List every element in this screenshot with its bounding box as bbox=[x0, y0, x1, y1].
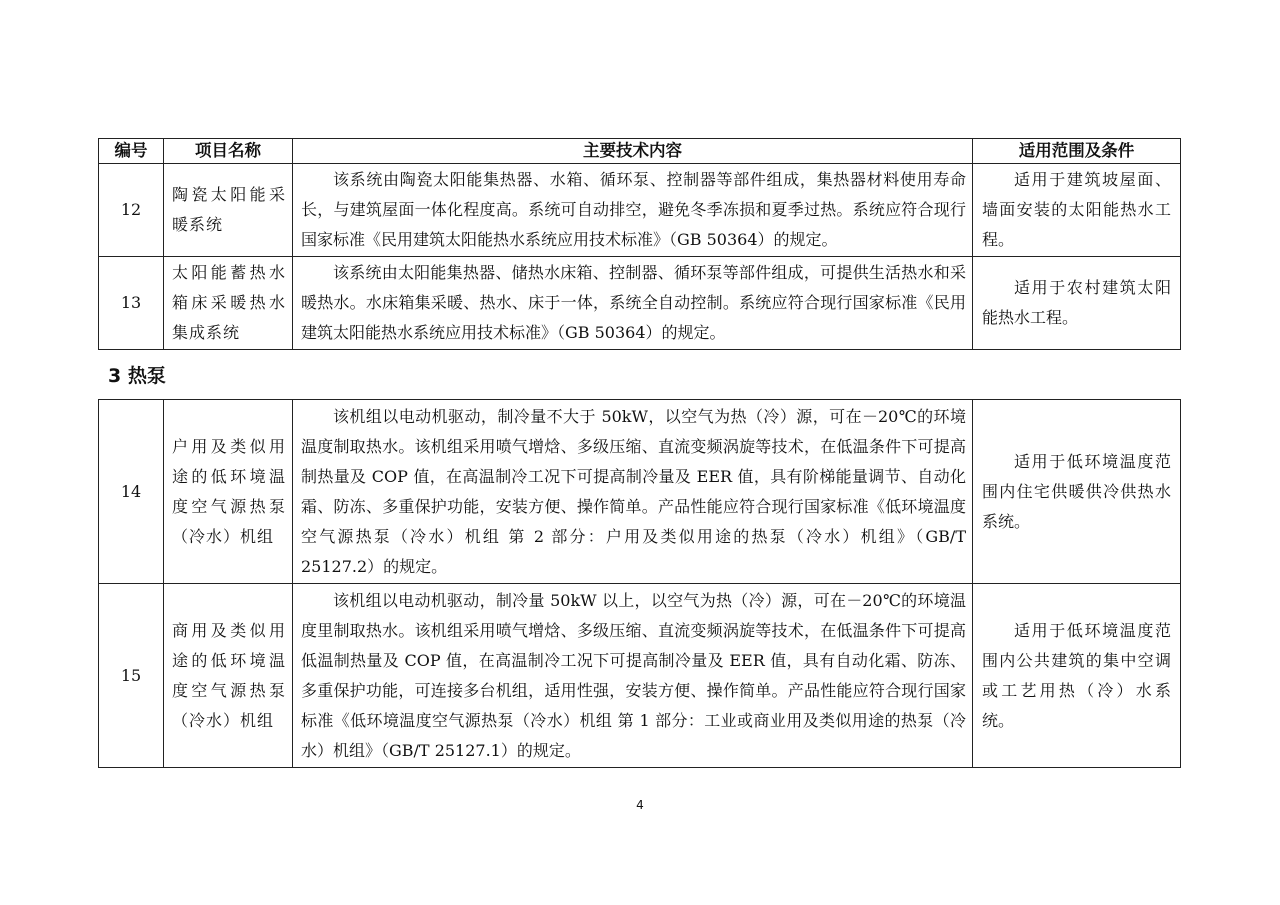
row-number: 13 bbox=[99, 257, 164, 350]
table-row bbox=[99, 400, 1181, 584]
table-row bbox=[99, 164, 1181, 257]
header-scope: 适用范围及条件 bbox=[973, 139, 1181, 164]
project-name: 太阳能蓄热水箱床采暖热水集成系统 bbox=[164, 257, 293, 350]
table-row bbox=[99, 257, 1181, 350]
technical-content bbox=[293, 164, 973, 257]
technical-text: 该系统由太阳能集热器、储热水床箱、控制器、循环泵等部件组成，可提供生活热水和采暖热水。水床箱集采暖、热水、床于一体，系统全自动控制。系统应符合现行国家标准《民用建筑太阳能热水系统应用技术标准》（GB 50364）的规定。 bbox=[301, 263, 966, 342]
row-number: 14 bbox=[99, 400, 164, 584]
table-header-row bbox=[99, 139, 1181, 164]
scope-text: 适用于农村建筑太阳能热水工程。 bbox=[982, 278, 1171, 327]
row-number: 12 bbox=[99, 164, 164, 257]
scope-cell bbox=[973, 164, 1181, 257]
technical-text: 该机组以电动机驱动，制冷量不大于 50kW，以空气为热（冷）源，可在－20℃的环境温度制取热水。该机组采用喷气增焓、多级压缩、直流变频涡旋等技术，在低温条件下可提高制热量及 COP 值，在高温制冷工况下可提高制冷量及 EER 值，具有阶梯能量调节、自动化霜、防冻、多重保护功能，安装方便、操作简单。产品性能应符合现行国家标准《低环境温度空气源热泵（冷水）机组 第 2 部分：户用及类似用途的热泵（冷水）机组》（GB/T 25127.2）的规定。 bbox=[301, 406, 966, 576]
technology-table-solar bbox=[98, 138, 1181, 350]
technology-table-heat-pump bbox=[98, 399, 1181, 768]
section-title: 3 热泵 bbox=[108, 365, 166, 387]
page-number: 4 bbox=[636, 798, 644, 812]
technical-text: 该机组以电动机驱动，制冷量 50kW 以上，以空气为热（冷）源，可在－20℃的环境温度里制取热水。该机组采用喷气增焓、多级压缩、直流变频涡旋等技术，在低温条件下可提高低温制热量及 COP 值，在高温制冷工况下可提高制冷量及 EER 值，具有自动化霜、防冻、多重保护功能，可连接多台机组，适用性强，安装方便、操作简单。产品性能应符合现行国家标准《低环境温度空气源热泵（冷水）机组 第 1 部分：工业或商业用及类似用途的热泵（冷水）机组》（GB/T 25127.1）的规定。 bbox=[301, 590, 966, 760]
scope-cell bbox=[973, 257, 1181, 350]
scope-cell bbox=[973, 584, 1181, 768]
technical-content bbox=[293, 257, 973, 350]
header-technical-content: 主要技术内容 bbox=[293, 139, 973, 164]
technical-content bbox=[293, 400, 973, 584]
technical-content bbox=[293, 584, 973, 768]
scope-text: 适用于低环境温度范围内住宅供暖供冷供热水系统。 bbox=[982, 451, 1171, 531]
project-name: 陶瓷太阳能采暖系统 bbox=[164, 164, 293, 257]
scope-text: 适用于建筑坡屋面、墙面安装的太阳能热水工程。 bbox=[982, 170, 1171, 249]
header-number: 编号 bbox=[99, 139, 164, 164]
header-project-name: 项目名称 bbox=[164, 139, 293, 164]
table-row bbox=[99, 584, 1181, 768]
project-name: 户用及类似用途的低环境温度空气源热泵（冷水）机组 bbox=[164, 400, 293, 584]
project-name: 商用及类似用途的低环境温度空气源热泵（冷水）机组 bbox=[164, 584, 293, 768]
scope-cell bbox=[973, 400, 1181, 584]
technical-text: 该系统由陶瓷太阳能集热器、水箱、循环泵、控制器等部件组成，集热器材料使用寿命长，与建筑屋面一体化程度高。系统可自动排空，避免冬季冻损和夏季过热。系统应符合现行国家标准《民用建筑太阳能热水系统应用技术标准》（GB 50364）的规定。 bbox=[301, 170, 966, 249]
row-number: 15 bbox=[99, 584, 164, 768]
scope-text: 适用于低环境温度范围内公共建筑的集中空调或工艺用热（冷）水系统。 bbox=[982, 620, 1171, 730]
